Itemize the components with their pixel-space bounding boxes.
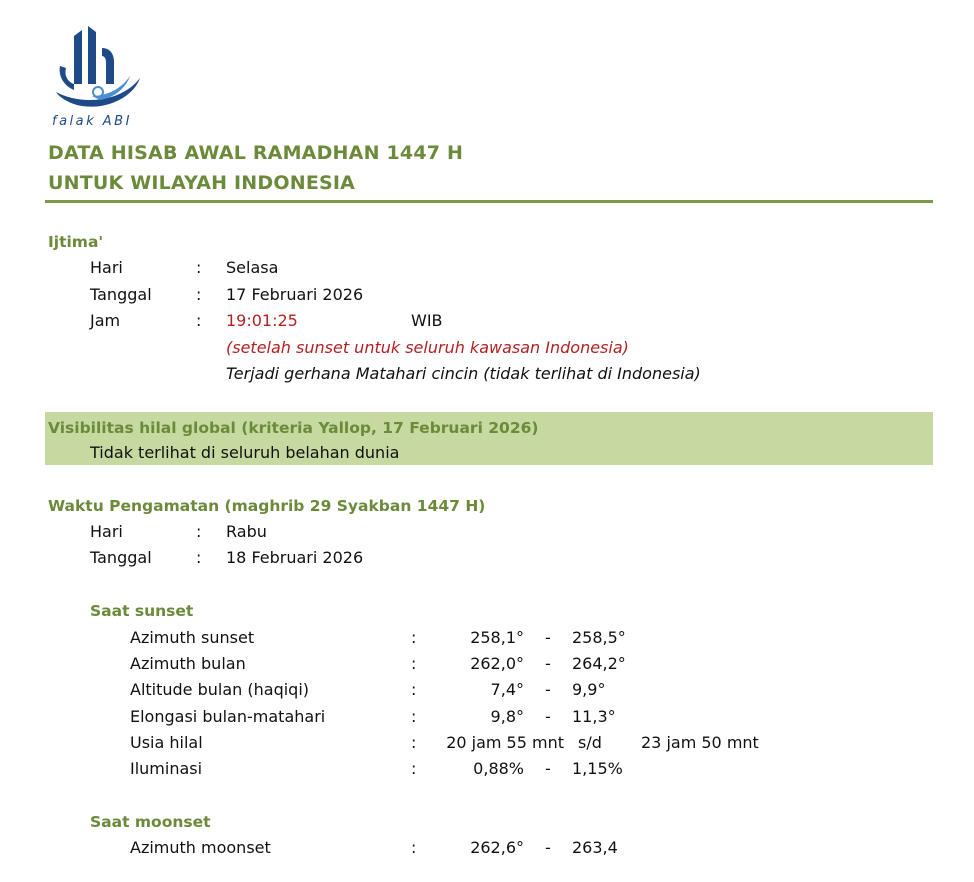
sunset-altitude-sep: : bbox=[411, 680, 417, 699]
ijtima-hari-label: Hari bbox=[90, 258, 123, 277]
sunset-iluminasi-sep: : bbox=[411, 759, 417, 778]
moonset-azimuth-dash: - bbox=[545, 838, 551, 857]
ijtima-jam-zone: WIB bbox=[411, 311, 443, 330]
sunset-usia-hilal-to: 23 jam 50 mnt bbox=[641, 733, 759, 752]
sunset-usia-hilal-sep: : bbox=[411, 733, 417, 752]
sunset-header: Saat sunset bbox=[90, 602, 194, 620]
ijtima-tanggal-label: Tanggal bbox=[90, 285, 152, 304]
moonset-header: Saat moonset bbox=[90, 813, 211, 831]
visibility-header: Visibilitas hilal global (kriteria Yallop, 17 Februari 2026) bbox=[48, 419, 539, 437]
sunset-iluminasi-dash: - bbox=[545, 759, 551, 778]
sunset-azimuth-sunset-label: Azimuth sunset bbox=[130, 628, 255, 647]
page-title-line-2: UNTUK WILAYAH INDONESIA bbox=[48, 172, 356, 194]
sunset-usia-hilal-from: 20 jam 55 mnt bbox=[446, 733, 564, 752]
moonset-azimuth-label: Azimuth moonset bbox=[130, 838, 271, 857]
ijtima-jam-value: 19:01:25 bbox=[226, 311, 298, 330]
sunset-altitude-dash: - bbox=[545, 680, 551, 699]
ijtima-tanggal-value: 17 Februari 2026 bbox=[226, 285, 364, 304]
ijtima-header: Ijtima' bbox=[48, 233, 104, 251]
sunset-elongasi-from: 9,8° bbox=[490, 707, 524, 726]
moonset-azimuth-from: 262,6° bbox=[470, 838, 524, 857]
observation-hari-label: Hari bbox=[90, 522, 123, 541]
falak-abi-logo bbox=[52, 26, 148, 128]
sunset-usia-hilal-label: Usia hilal bbox=[130, 733, 203, 752]
observation-tanggal-sep: : bbox=[196, 548, 202, 567]
sunset-iluminasi-to: 1,15% bbox=[572, 759, 623, 778]
sunset-azimuth-bulan-sep: : bbox=[411, 654, 417, 673]
ijtima-hari-sep: : bbox=[196, 258, 202, 277]
logo-text: falak ABI bbox=[52, 114, 132, 129]
page-title-line-1: DATA HISAB AWAL RAMADHAN 1447 H bbox=[48, 142, 464, 164]
sunset-elongasi-to: 11,3° bbox=[572, 707, 616, 726]
observation-header: Waktu Pengamatan (maghrib 29 Syakban 1447 H) bbox=[48, 497, 486, 515]
sunset-elongasi-sep: : bbox=[411, 707, 417, 726]
ijtima-tanggal-sep: : bbox=[196, 285, 202, 304]
sunset-azimuth-sunset-to: 258,5° bbox=[572, 628, 626, 647]
sunset-azimuth-sunset-from: 258,1° bbox=[470, 628, 524, 647]
observation-tanggal-value: 18 Februari 2026 bbox=[226, 548, 364, 567]
observation-hari-sep: : bbox=[196, 522, 202, 541]
sunset-iluminasi-label: Iluminasi bbox=[130, 759, 203, 778]
ijtima-hari-value: Selasa bbox=[226, 258, 279, 277]
sunset-azimuth-bulan-to: 264,2° bbox=[572, 654, 626, 673]
observation-tanggal-label: Tanggal bbox=[90, 548, 152, 567]
sunset-altitude-from: 7,4° bbox=[490, 680, 524, 699]
sunset-usia-hilal-dash: s/d bbox=[578, 733, 602, 752]
sunset-iluminasi-from: 0,88% bbox=[473, 759, 524, 778]
sunset-altitude-to: 9,9° bbox=[572, 680, 606, 699]
moonset-azimuth-sep: : bbox=[411, 838, 417, 857]
ijtima-note-sunset: (setelah sunset untuk seluruh kawasan Indonesia) bbox=[226, 338, 629, 357]
sunset-azimuth-bulan-dash: - bbox=[545, 654, 551, 673]
observation-hari-value: Rabu bbox=[226, 522, 267, 541]
sunset-azimuth-bulan-label: Azimuth bulan bbox=[130, 654, 246, 673]
sunset-azimuth-sunset-dash: - bbox=[545, 628, 551, 647]
moonset-azimuth-to: 263,4 bbox=[572, 838, 618, 857]
logo-emblem-icon bbox=[52, 26, 148, 112]
ijtima-jam-sep: : bbox=[196, 311, 202, 330]
sunset-elongasi-label: Elongasi bulan-matahari bbox=[130, 707, 326, 726]
title-divider bbox=[45, 200, 933, 203]
sunset-elongasi-dash: - bbox=[545, 707, 551, 726]
sunset-azimuth-bulan-from: 262,0° bbox=[470, 654, 524, 673]
sunset-altitude-label: Altitude bulan (haqiqi) bbox=[130, 680, 310, 699]
visibility-text: Tidak terlihat di seluruh belahan dunia bbox=[90, 443, 400, 462]
ijtima-jam-label: Jam bbox=[90, 311, 121, 330]
ijtima-note-eclipse: Terjadi gerhana Matahari cincin (tidak terlihat di Indonesia) bbox=[226, 364, 701, 383]
sunset-azimuth-sunset-sep: : bbox=[411, 628, 417, 647]
